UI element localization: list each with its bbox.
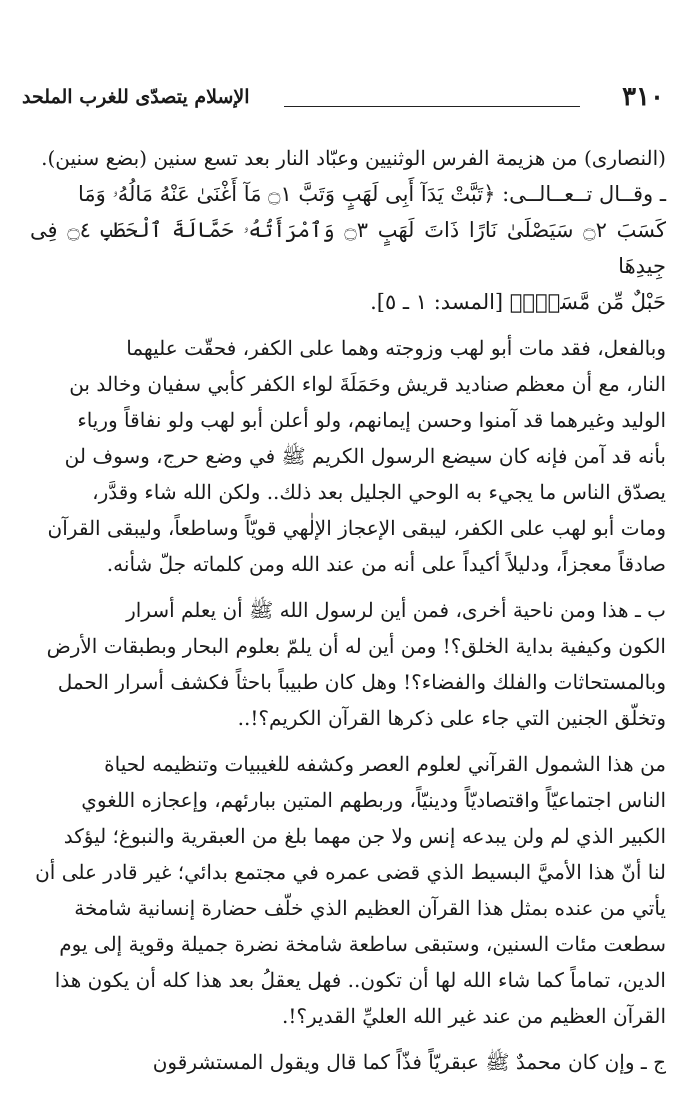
text-line: (النصارى) من هزيمة الفرس الوثنيين وعبّاد النار بعد تسع سنين (بضع سنين).	[41, 146, 666, 170]
paragraph-comprehensiveness	[30, 746, 666, 1034]
page-number: ٣١٠	[622, 82, 664, 112]
text-line: من هذا الشمول القرآني لعلوم العصر وكشفه للغيبيات وتنظيمه لحياة	[104, 752, 666, 776]
text-line: سطعت مئات السنين، وستبقى ساطعة شامخة نضرة جميلة وقوية إلى يوم	[59, 932, 666, 956]
text-line: الكبير الذي لم ولن يبدعه إنس ولا جن مهما بلغ من العبقرية والنبوغ؛ ليؤكد	[63, 824, 666, 848]
text-line: الناس اجتماعيّاً واقتصاديّاً ودينيّاً، وربطهم المتين ببارئهم، وإعجازه اللغوي	[81, 788, 666, 812]
text-line: صادقاً معجزاً، ودليلاً أكيداً على أنه من عند الله ومن كلماته جلّ شأنه.	[106, 552, 666, 576]
text-line: يصدّق الناس ما يجيء به الوحي الجليل بعد ذلك.. ولكن الله شاء وقدَّر،	[92, 480, 666, 504]
paragraph-c	[30, 1044, 666, 1080]
paragraph-b	[30, 592, 666, 736]
text-line: وبالفعل، فقد مات أبو لهب وزوجته وهما على الكفر، فحقّت عليهما	[126, 336, 666, 360]
body-text	[30, 140, 666, 1080]
text-line: لنا أنّ هذا الأميَّ البسيط الذي قضى عمره في مجتمع بدائي؛ غير قادر على أن	[35, 860, 666, 884]
text-line: النار، مع أن معظم صناديد قريش وحَمَلَةَ لواء الكفر كأبي سفيان وخالد بن	[69, 372, 666, 396]
text-line: الوليد وغيرهما قد آمنوا وحسن إيمانهم، ولو أعلن أبو لهب ولو نفاقاً ورياء	[77, 408, 666, 432]
text-line: وتخلّق الجنين التي جاء على ذكرها القرآن الكريم؟!..	[237, 706, 666, 730]
header-rule	[284, 106, 580, 107]
paragraph-intro	[30, 140, 666, 176]
page-header	[22, 82, 672, 118]
text-line: يأتي من عنده بمثل هذا القرآن العظيم الذي خلّف حضارة إنسانية شامخة	[74, 896, 666, 920]
text-line: ج ـ وإن كان محمدٌ ﷺ عبقريّاً فذّاً كما قال ويقول المستشرقون	[152, 1050, 666, 1074]
text-line: ـ وقــال تــعــالــى: ﴿تَبَّتْ يَدَآ أَبِى لَهَبٍ وَتَبَّ ۝١ مَآ أَغْنَىٰ عَنْهُ مَالُهُۥ وَمَا	[77, 182, 666, 206]
text-line: كَسَبَ ۝٢ سَيَصْلَىٰ نَارًا ذَاتَ لَهَبٍ ۝٣ وَٱمْرَأَتُهُۥ حَمَّالَةَ ٱلْحَطَبِ ۝٤ فِى جِيدِهَا	[30, 218, 666, 278]
text-line: حَبْلٌ مِّن مَّسَدٍۭ﴾ [المسد: ١ ـ ٥].	[370, 290, 666, 314]
paragraph-abu-lahab	[30, 330, 666, 582]
text-line: بأنه قد آمن فإنه كان سيضع الرسول الكريم ﷺ في وضع حرج، وسوف لن	[64, 444, 666, 468]
text-line: وبالمستحاثات والفلك والفضاء؟! وهل كان طبيباً باحثاً فكشف أسرار الحمل	[57, 670, 666, 694]
running-title: الإسلام يتصدّى للغرب الملحد	[22, 86, 250, 108]
text-line: القرآن العظيم من عند غير الله العليِّ القدير؟!.	[282, 1004, 666, 1028]
text-line: الدين، تماماً كما شاء الله لها أن تكون.. فهل يعقلُ بعد هذا كله أن يكون هذا	[54, 968, 666, 992]
text-line: الكون وكيفية بداية الخلق؟! ومن أين له أن يلمّ بعلوم البحار وبطبقات الأرض	[46, 634, 666, 658]
paragraph-quran-verse	[30, 176, 666, 320]
text-line: ب ـ هذا ومن ناحية أخرى، فمن أين لرسول الله ﷺ أن يعلم أسرار	[126, 598, 666, 622]
text-line: ومات أبو لهب على الكفر، ليبقى الإعجاز الإلٰهي قويّاً وساطعاً، وليبقى القرآن	[47, 516, 666, 540]
